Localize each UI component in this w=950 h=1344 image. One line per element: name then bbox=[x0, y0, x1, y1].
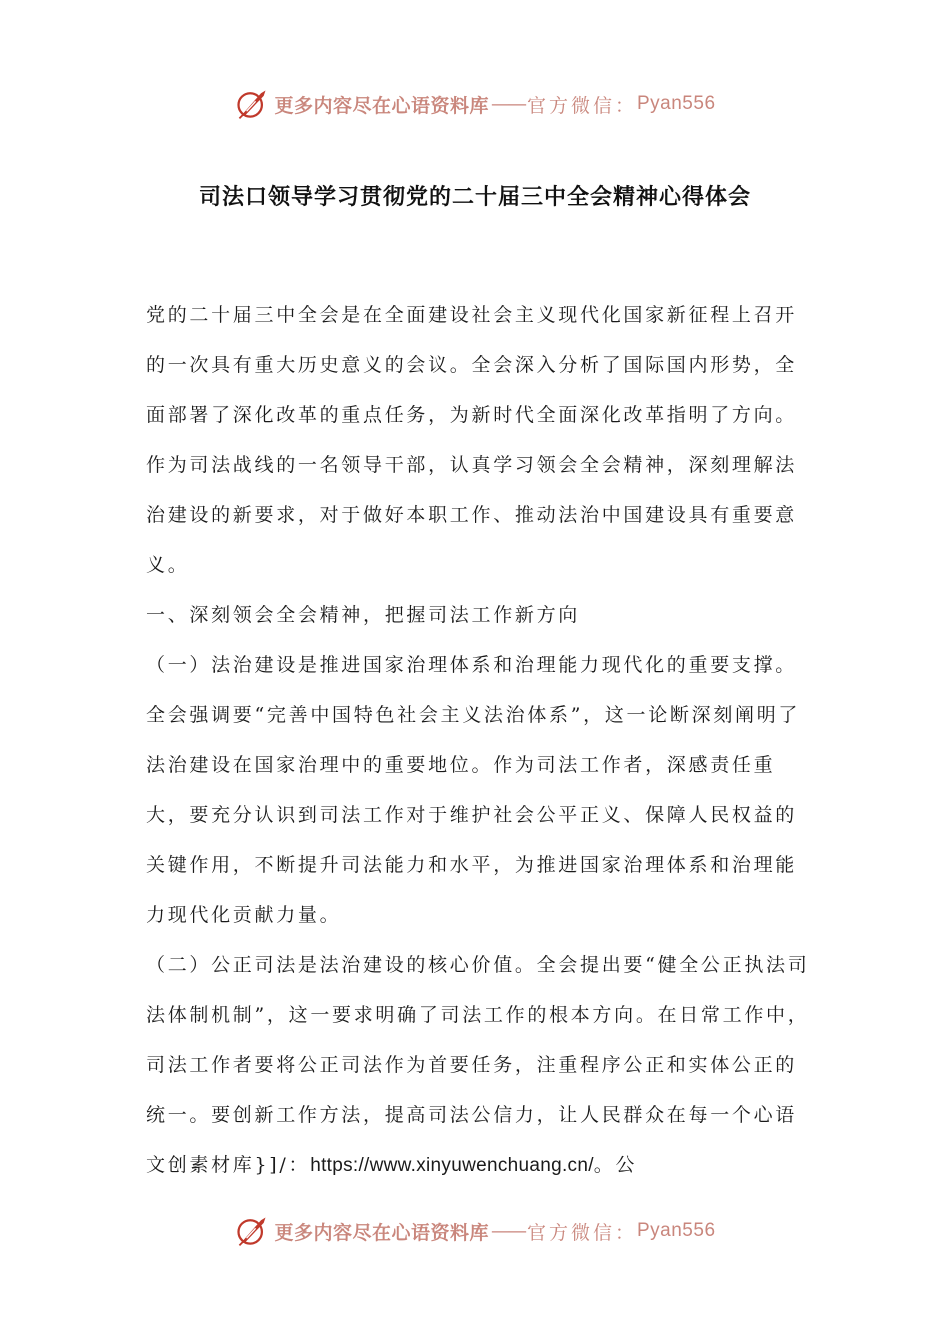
banner-wechat-label: 官方微信： bbox=[526, 94, 637, 117]
footer-watermark-banner bbox=[0, 1211, 950, 1251]
banner-wechat-label: 官方微信： bbox=[526, 1221, 637, 1244]
paragraph-point-1: （一）法治建设是推进国家治理体系和治理能力现代化的重要支撑。全会强调要“完善中国特色社会主义法治体系”，这一论断深刻阐明了法治建设在国家治理中的重要地位。作为司法工作者，深感责任重大，要充分认识到司法工作对于维护社会公平正义、保障人民权益的关键作用，不断提升司法能力和水平，为推进国家治理体系和治理能力现代化贡献力量。 bbox=[146, 654, 801, 926]
banner-dash: —— bbox=[490, 93, 525, 115]
document-body bbox=[146, 290, 816, 1191]
banner-brand-text: 更多内容尽在心语资料库 bbox=[274, 1221, 489, 1244]
banner-brand-text: 更多内容尽在心语资料库 bbox=[274, 94, 489, 117]
paragraph-point-2-text: （二）公正司法是法治建设的核心价值。全会提出要“健全公正执法司法体制机制”，这一要求明确了司法工作的根本方向。在日常工作中，司法工作者要将公正司法作为首要任务，注重程序公正和实体公正的统一。要创新工作方法，提高司法公信力，让人民群众在每一个心语文创素材库}]/： bbox=[146, 954, 810, 1176]
banner-dash: —— bbox=[490, 1220, 525, 1242]
quill-logo-icon bbox=[234, 86, 270, 122]
section-heading-1: 一、深刻领会全会精神，把握司法工作新方向 bbox=[146, 604, 581, 626]
document-title: 司法口领导学习贯彻党的二十届三中全会精神心得体会 bbox=[198, 185, 751, 210]
paragraph-point-2-tail: 。公 bbox=[593, 1154, 638, 1176]
quill-logo-icon bbox=[234, 1213, 270, 1249]
header-watermark-banner bbox=[0, 84, 950, 124]
banner-wechat-id: Pyan556 bbox=[637, 93, 716, 114]
paragraph-point-2 bbox=[146, 940, 816, 1191]
paragraph-intro: 党的二十届三中全会是在全面建设社会主义现代化国家新征程上召开的一次具有重大历史意义的会议。全会深入分析了国际国内形势，全面部署了深化改革的重点任务，为新时代全面深化改革指明了方向。作为司法战线的一名领导干部，认真学习领会全会精神，深刻理解法治建设的新要求，对于做好本职工作、推动法治中国建设具有重要意义。 bbox=[146, 304, 798, 576]
banner-wechat-id: Pyan556 bbox=[637, 1220, 716, 1241]
source-url-link[interactable]: https://www.xinyuwenchuang.cn/ bbox=[310, 1155, 594, 1176]
